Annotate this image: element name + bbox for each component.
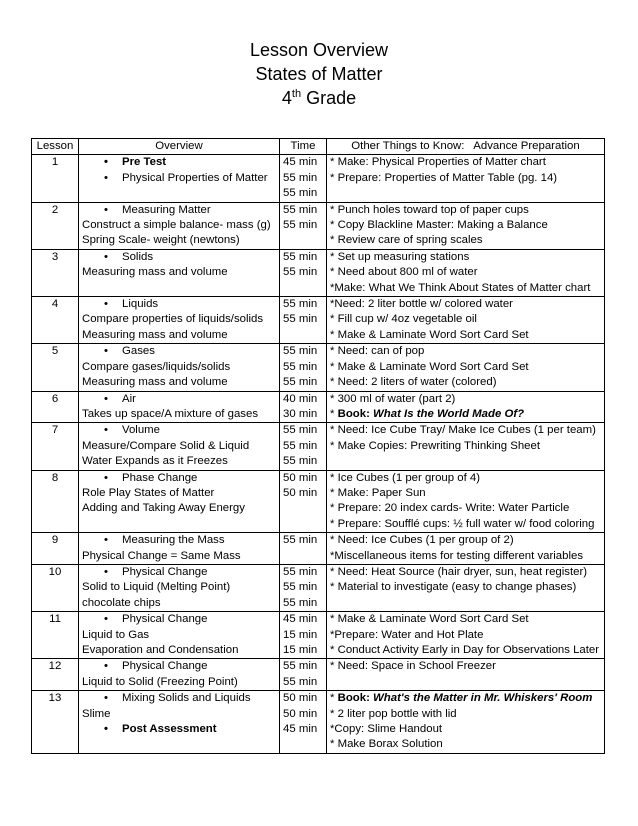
overview-line: Measuring mass and volume bbox=[82, 266, 228, 279]
table-row bbox=[32, 691, 605, 754]
overview-bullet-item: • Pre Test bbox=[82, 155, 276, 170]
book-title: What Is the World Made Of? bbox=[373, 407, 525, 420]
book-title: What's the Matter in Mr. Whiskers' Room bbox=[373, 692, 593, 705]
header-overview: Overview bbox=[79, 139, 280, 155]
overview-line: Construct a simple balance- mass (g) bbox=[82, 219, 271, 232]
table-row bbox=[32, 612, 605, 659]
time-value: 55 min bbox=[283, 345, 318, 358]
time-value: 55 min bbox=[283, 534, 318, 547]
time-cell bbox=[280, 202, 327, 249]
advance-preparation-cell bbox=[327, 612, 605, 659]
time-value: 15 min bbox=[283, 628, 318, 641]
preparation-note: * Make & Laminate Word Sort Card Set bbox=[330, 360, 529, 373]
time-value: 55 min bbox=[283, 455, 318, 468]
preparation-note: * Need: 2 liters of water (colored) bbox=[330, 376, 497, 389]
time-value: 55 min bbox=[283, 675, 318, 688]
lesson-overview-table bbox=[31, 138, 605, 754]
preparation-note: * Need: Ice Cubes (1 per group of 2) bbox=[330, 534, 514, 547]
overview-line: Physical Change = Same Mass bbox=[82, 549, 241, 562]
preparation-note: *Miscellaneous items for testing different variables bbox=[330, 549, 584, 562]
grade-suffix: th bbox=[291, 88, 302, 100]
overview-bullet-item: • Post Assessment bbox=[82, 722, 276, 737]
time-value: 45 min bbox=[283, 156, 318, 169]
time-value: 55 min bbox=[283, 376, 318, 389]
lesson-number: 8 bbox=[32, 470, 79, 533]
time-value: 55 min bbox=[283, 313, 318, 326]
time-value: 55 min bbox=[283, 565, 318, 578]
lesson-number: 11 bbox=[32, 612, 79, 659]
overview-cell bbox=[79, 249, 280, 296]
preparation-note: * Make & Laminate Word Sort Card Set bbox=[330, 328, 529, 341]
advance-preparation-cell bbox=[327, 423, 605, 470]
overview-bullet-item: • Physical Change bbox=[82, 612, 276, 627]
preparation-note: *Copy: Slime Handout bbox=[330, 723, 443, 736]
advance-preparation-cell bbox=[327, 155, 605, 202]
time-value: 45 min bbox=[283, 613, 318, 626]
overview-bullet-item: • Physical Properties of Matter bbox=[82, 171, 276, 186]
overview-bullet-item: • Air bbox=[82, 392, 276, 407]
lesson-number: 2 bbox=[32, 202, 79, 249]
table-body bbox=[32, 155, 605, 753]
overview-line: Solid to Liquid (Melting Point) bbox=[82, 581, 231, 594]
table-row bbox=[32, 249, 605, 296]
overview-bullet-item: • Mixing Solids and Liquids bbox=[82, 691, 276, 706]
overview-line: Spring Scale- weight (newtons) bbox=[82, 234, 240, 247]
header-advance-preparation: Advance Preparation bbox=[473, 140, 580, 152]
document-title bbox=[0, 38, 638, 110]
header-other-label: Other Things to Know: bbox=[351, 140, 465, 152]
overview-cell bbox=[79, 391, 280, 423]
time-value: 55 min bbox=[283, 266, 318, 279]
table-row bbox=[32, 470, 605, 533]
lesson-number: 12 bbox=[32, 659, 79, 691]
overview-line: Compare gases/liquids/solids bbox=[82, 360, 231, 373]
overview-line: Water Expands as it Freezes bbox=[82, 455, 228, 468]
preparation-note: * Need: Heat Source (hair dryer, sun, heat register) bbox=[330, 565, 588, 578]
lesson-number: 13 bbox=[32, 691, 79, 754]
time-value: 15 min bbox=[283, 644, 318, 656]
overview-bullet-item: • Measuring Matter bbox=[82, 203, 276, 218]
preparation-note: * Review care of spring scales bbox=[330, 234, 483, 247]
overview-line: chocolate chips bbox=[82, 596, 161, 609]
advance-preparation-cell bbox=[327, 659, 605, 691]
time-cell bbox=[280, 659, 327, 691]
preparation-note: *Need: 2 liter bottle w/ colored water bbox=[330, 298, 513, 311]
time-value: 55 min bbox=[283, 424, 318, 437]
time-cell bbox=[280, 249, 327, 296]
overview-bullet-item: • Gases bbox=[82, 344, 276, 359]
time-cell bbox=[280, 423, 327, 470]
overview-bullet-item: • Physical Change bbox=[82, 659, 276, 674]
overview-cell bbox=[79, 564, 280, 611]
overview-bullet-item: • Solids bbox=[82, 250, 276, 265]
advance-preparation-cell bbox=[327, 202, 605, 249]
preparation-note: * Make: Paper Sun bbox=[330, 486, 426, 499]
preparation-note: * 2 liter pop bottle with lid bbox=[330, 707, 457, 720]
preparation-note: * Make Copies: Prewriting Thinking Sheet bbox=[330, 439, 540, 452]
advance-preparation-cell bbox=[327, 691, 605, 754]
preparation-note: * Prepare: Soufflé cups: ½ full water w/ food coloring bbox=[330, 517, 595, 530]
header-time: Time bbox=[280, 139, 327, 155]
preparation-note: * Punch holes toward top of paper cups bbox=[330, 203, 529, 216]
advance-preparation-cell bbox=[327, 533, 605, 565]
time-value: 55 min bbox=[283, 203, 318, 216]
table-row bbox=[32, 155, 605, 202]
time-value: 50 min bbox=[283, 707, 318, 720]
overview-cell bbox=[79, 691, 280, 754]
advance-preparation-cell bbox=[327, 297, 605, 344]
time-value: 55 min bbox=[283, 171, 318, 184]
time-cell bbox=[280, 344, 327, 391]
time-value: 55 min bbox=[283, 360, 318, 373]
overview-cell bbox=[79, 297, 280, 344]
preparation-note: * Copy Blackline Master: Making a Balance bbox=[330, 219, 548, 232]
overview-line: Evaporation and Condensation bbox=[82, 644, 239, 656]
preparation-note: * Make Borax Solution bbox=[330, 738, 443, 751]
overview-cell bbox=[79, 612, 280, 659]
lesson-number: 4 bbox=[32, 297, 79, 344]
lesson-number: 9 bbox=[32, 533, 79, 565]
preparation-note: * Ice Cubes (1 per group of 4) bbox=[330, 471, 481, 484]
overview-cell bbox=[79, 344, 280, 391]
preparation-note: * Prepare: 20 index cards- Write: Water Particle bbox=[330, 502, 570, 515]
preparation-note bbox=[330, 407, 601, 422]
time-value: 50 min bbox=[283, 471, 318, 484]
time-value: 55 min bbox=[283, 219, 318, 232]
time-cell bbox=[280, 564, 327, 611]
table-row bbox=[32, 533, 605, 565]
time-value: 50 min bbox=[283, 692, 318, 705]
note-prefix: * bbox=[330, 407, 338, 420]
overview-line: Measuring mass and volume bbox=[82, 376, 228, 389]
table-row bbox=[32, 297, 605, 344]
time-cell bbox=[280, 691, 327, 754]
overview-line: Compare properties of liquids/solids bbox=[82, 313, 264, 326]
time-cell bbox=[280, 155, 327, 202]
preparation-note: * Need: Ice Cube Tray/ Make Ice Cubes (1 per team) bbox=[330, 424, 596, 437]
overview-bullet-item: • Liquids bbox=[82, 297, 276, 312]
preparation-note: * Prepare: Properties of Matter Table (pg. 14) bbox=[330, 171, 558, 184]
header-other-things bbox=[327, 139, 605, 155]
time-value: 55 min bbox=[283, 596, 318, 609]
advance-preparation-cell bbox=[327, 344, 605, 391]
table-row bbox=[32, 659, 605, 691]
title-line-lesson-overview: Lesson Overview bbox=[249, 40, 389, 60]
lesson-number: 1 bbox=[32, 155, 79, 202]
overview-cell bbox=[79, 202, 280, 249]
lesson-number: 7 bbox=[32, 423, 79, 470]
time-value: 55 min bbox=[283, 250, 318, 263]
preparation-note: * Material to investigate (easy to change phases) bbox=[330, 581, 577, 594]
lesson-number: 5 bbox=[32, 344, 79, 391]
preparation-note: * Make: Physical Properties of Matter chart bbox=[330, 156, 546, 169]
overview-line: Adding and Taking Away Energy bbox=[82, 502, 245, 515]
lesson-number: 10 bbox=[32, 564, 79, 611]
time-value: 30 min bbox=[283, 407, 318, 420]
table-row bbox=[32, 202, 605, 249]
preparation-note: * Conduct Activity Early in Day for Observations Later bbox=[330, 644, 600, 656]
overview-cell bbox=[79, 659, 280, 691]
preparation-note bbox=[330, 691, 601, 706]
title-line-states-of-matter: States of Matter bbox=[255, 64, 383, 84]
overview-cell bbox=[79, 423, 280, 470]
table-row bbox=[32, 391, 605, 423]
overview-line: Slime bbox=[82, 707, 111, 720]
time-cell bbox=[280, 470, 327, 533]
overview-line: Liquid to Gas bbox=[82, 628, 150, 641]
preparation-note: * 300 ml of water (part 2) bbox=[330, 392, 456, 405]
preparation-note: * Need about 800 ml of water bbox=[330, 266, 478, 279]
overview-cell bbox=[79, 155, 280, 202]
advance-preparation-cell bbox=[327, 564, 605, 611]
table-row bbox=[32, 564, 605, 611]
overview-line: Measuring mass and volume bbox=[82, 328, 228, 341]
book-label: Book: bbox=[337, 407, 374, 420]
overview-cell bbox=[79, 470, 280, 533]
lesson-number: 3 bbox=[32, 249, 79, 296]
time-cell bbox=[280, 533, 327, 565]
table-row bbox=[32, 423, 605, 470]
advance-preparation-cell bbox=[327, 249, 605, 296]
grade-word: Grade bbox=[306, 88, 357, 108]
advance-preparation-cell bbox=[327, 470, 605, 533]
preparation-note: * Fill cup w/ 4oz vegetable oil bbox=[330, 313, 477, 326]
time-value: 45 min bbox=[283, 723, 318, 736]
overview-bullet-item: • Measuring the Mass bbox=[82, 533, 276, 548]
overview-bullet-item: • Phase Change bbox=[82, 471, 276, 486]
time-cell bbox=[280, 612, 327, 659]
preparation-note: * Need: can of pop bbox=[330, 345, 425, 358]
preparation-note: *Prepare: Water and Hot Plate bbox=[330, 628, 484, 641]
overview-line: Liquid to Solid (Freezing Point) bbox=[82, 675, 238, 688]
time-cell bbox=[280, 391, 327, 423]
lesson-number: 6 bbox=[32, 391, 79, 423]
overview-bullet-item: • Physical Change bbox=[82, 565, 276, 580]
time-value: 55 min bbox=[283, 581, 318, 594]
overview-line: Takes up space/A mixture of gases bbox=[82, 407, 259, 420]
table-header-row bbox=[32, 139, 605, 155]
overview-cell bbox=[79, 533, 280, 565]
preparation-note: * Set up measuring stations bbox=[330, 250, 470, 263]
time-cell bbox=[280, 297, 327, 344]
header-lesson: Lesson bbox=[32, 139, 79, 155]
overview-line: Measure/Compare Solid & Liquid bbox=[82, 439, 250, 452]
preparation-note: * Make & Laminate Word Sort Card Set bbox=[330, 613, 529, 626]
title-line-grade bbox=[0, 86, 638, 110]
time-value: 55 min bbox=[283, 298, 318, 311]
table-row bbox=[32, 344, 605, 391]
time-value: 50 min bbox=[283, 486, 318, 499]
time-value: 55 min bbox=[283, 439, 318, 452]
preparation-note: * Need: Space in School Freezer bbox=[330, 660, 496, 673]
book-label: Book: bbox=[337, 692, 374, 705]
overview-bullet-item: • Volume bbox=[82, 423, 276, 438]
grade-number: 4 bbox=[281, 88, 292, 108]
time-value: 55 min bbox=[283, 187, 318, 200]
advance-preparation-cell bbox=[327, 391, 605, 423]
note-prefix: * bbox=[330, 692, 338, 705]
time-value: 55 min bbox=[283, 660, 318, 673]
preparation-note: *Make: What We Think About States of Matter chart bbox=[330, 281, 591, 294]
time-value: 40 min bbox=[283, 392, 318, 405]
overview-line: Role Play States of Matter bbox=[82, 486, 215, 499]
